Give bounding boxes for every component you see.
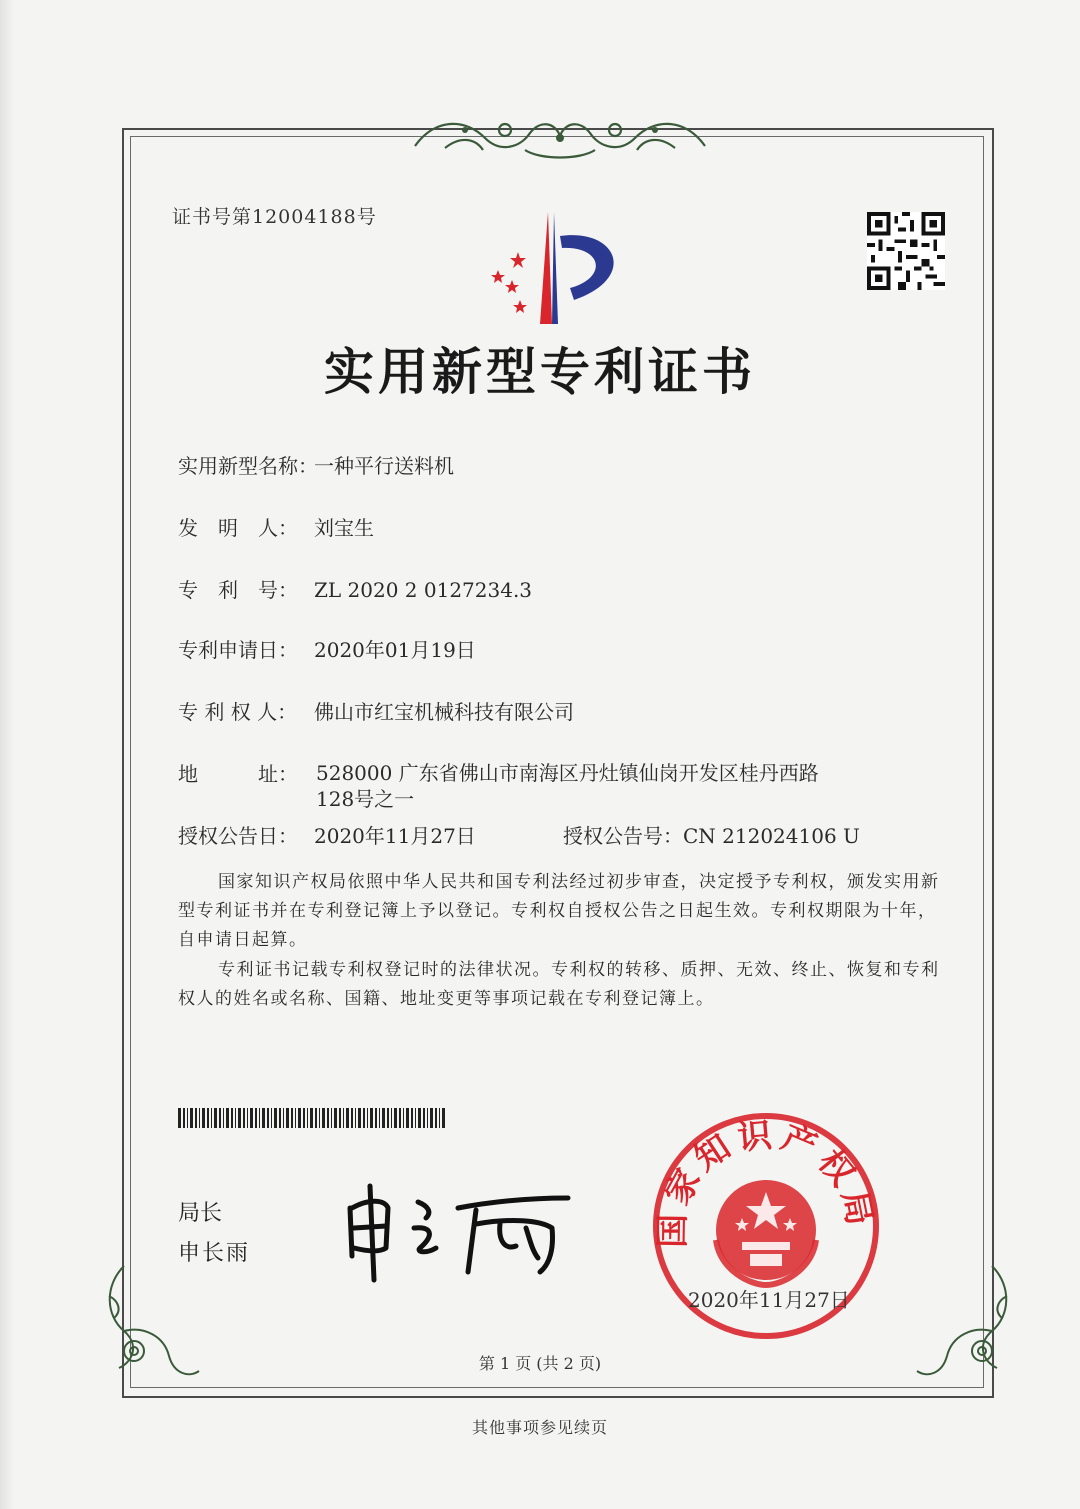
field-value: ZL 2020 2 0127234.3 — [314, 578, 533, 602]
field-patent-number — [178, 574, 532, 603]
patent-office-logo-icon — [478, 208, 638, 328]
certificate-title: 实用新型专利证书 — [324, 342, 756, 401]
certificate-number: 证书号第12004188号 — [172, 206, 377, 228]
body-paragraph-2: 专利证书记载专利权登记时的法律状况。专利权的转移、质押、无效、终止、恢复和专利权人的姓名或名称、国籍、地址变更等事项记载在专利登记簿上。 — [178, 960, 940, 1009]
field-grant-number — [563, 820, 860, 849]
page-number: 第 1 页 (共 2 页) — [478, 1354, 602, 1373]
director-name: 申长雨 — [178, 1241, 251, 1266]
field-label: 专 利 权 人： — [178, 700, 298, 724]
seal-date: 2020年11月27日 — [688, 1288, 850, 1312]
field-filing-date — [178, 634, 476, 663]
footer-note: 其他事项参见续页 — [471, 1418, 608, 1437]
top-ornament-icon — [405, 108, 715, 168]
field-label: 授权公告号： — [563, 824, 683, 848]
qr-code-icon — [866, 212, 946, 290]
scan-edge — [0, 0, 14, 1509]
field-label: 发 明 人： — [178, 516, 298, 540]
field-label: 地 址： — [178, 762, 298, 786]
field-inventor — [178, 512, 374, 541]
field-value: 2020年01月19日 — [314, 638, 476, 662]
seal-text: 国家知识产权局 — [652, 1114, 881, 1249]
field-label: 专 利 号： — [178, 578, 298, 602]
director-signature-icon — [340, 1168, 580, 1288]
field-value: 2020年11月27日 — [314, 824, 476, 848]
field-value: 佛山市红宝机械科技有限公司 — [314, 700, 574, 724]
field-label: 实用新型名称： — [178, 454, 318, 478]
director-title: 局长 — [178, 1201, 223, 1226]
field-label: 授权公告日： — [178, 824, 298, 848]
field-grant-date — [178, 820, 476, 849]
field-value: CN 212024106 U — [683, 824, 860, 848]
field-utility-model-name — [178, 450, 454, 479]
barcode-icon — [178, 1108, 446, 1128]
field-value: 一种平行送料机 — [314, 454, 454, 478]
field-value: 刘宝生 — [314, 516, 374, 540]
address-value: 528000 广东省佛山市南海区丹灶镇仙岗开发区桂丹西路 128号之一 — [316, 761, 819, 811]
field-patentee — [178, 696, 574, 725]
field-label: 专利申请日： — [178, 638, 298, 662]
body-paragraph-1: 国家知识产权局依照中华人民共和国专利法经过初步审查，决定授予专利权，颁发实用新型专利证书并在专利登记簿上予以登记。专利权自授权公告之日起生效。专利权期限为十年，自申请日起算。 — [178, 872, 940, 950]
field-address — [178, 758, 314, 787]
